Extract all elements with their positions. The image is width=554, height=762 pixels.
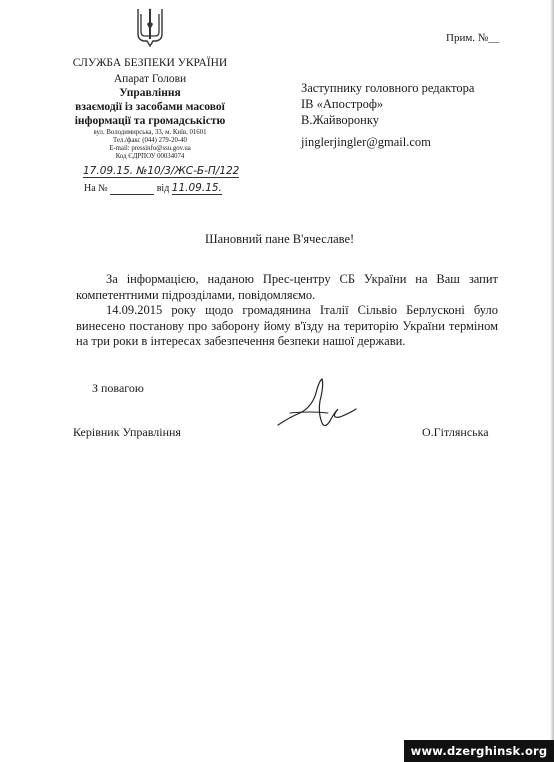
reply-to-label: На №: [84, 183, 108, 194]
addressee-line-3: В.Жайворонку: [301, 113, 379, 127]
department-line-2: взаємодії із засобами масової: [75, 101, 225, 113]
department-line-1: Управління: [119, 87, 181, 99]
addressee-email: jinglerjingler@gmail.com: [301, 135, 431, 149]
body-paragraph-2: 14.09.2015 року щодо громадянина Італії Сільвіо Берлусконі було винесено постанову про заборону йому в'їзду на територію України терміном на три роки в інтересах забезпечення безпеки нашої держави.: [76, 303, 498, 348]
body-paragraph-1: За інформацією, наданою Прес-центру СБ України на Ваш запит компетентними підрозділами, повідомляємо.: [76, 272, 498, 302]
incoming-registration: [84, 182, 222, 195]
note-number: Прим. №__: [446, 32, 500, 44]
signer-position: Керівник Управління: [73, 425, 181, 439]
outgoing-registration-value: 17.09.15. №10/3/ЖС-Б-П/122: [83, 165, 240, 177]
site-watermark: www.dzerghinsk.org: [404, 740, 554, 762]
signer-name: О.Гітлянська: [422, 425, 489, 439]
greeting: Шановний пане В'ячеславе!: [205, 232, 355, 246]
coat-of-arms-icon: [135, 6, 165, 48]
outgoing-registration: [83, 165, 239, 178]
handwritten-signature: [270, 373, 362, 435]
regards: З повагою: [92, 381, 144, 395]
reply-date: 11.09.15.: [171, 182, 222, 194]
email-line: E-mail: pressinfo@ssu.gov.ua: [109, 145, 191, 152]
apparatus-name: Апарат Голови: [113, 73, 187, 85]
service-name: СЛУЖБА БЕЗПЕКИ УКРАЇНИ: [72, 57, 228, 69]
edrpou-line: Код ЄДРПОУ 00034074: [115, 153, 185, 160]
phone-line: Тел./факс (044) 279-20-40: [113, 137, 187, 144]
page-edge: [550, 0, 554, 762]
address-line: вул. Володимирська, 33, м. Київ, 01601: [93, 129, 207, 136]
letter-body: [76, 272, 498, 350]
reply-from-label: від: [156, 183, 170, 194]
addressee-line-1: Заступнику головного редактора: [301, 81, 475, 95]
addressee-line-2: ІВ «Апостроф»: [301, 97, 384, 111]
department-line-3: інформації та громадськістю: [74, 115, 226, 127]
